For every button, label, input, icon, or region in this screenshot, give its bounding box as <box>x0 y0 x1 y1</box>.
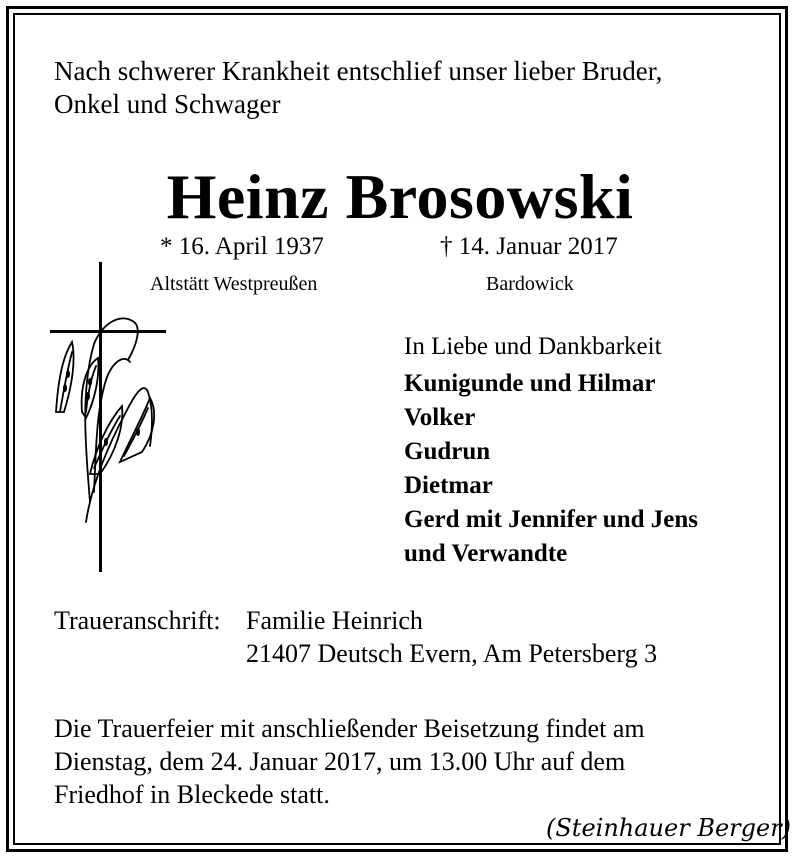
mourners-list <box>404 367 698 571</box>
service-line-3: Friedhof in Bleckede statt. <box>54 780 330 809</box>
intro-line-1: Nach schwerer Krankheit entschlief unser lieber Bruder, <box>54 56 663 86</box>
service-line-2: Dienstag, dem 24. Januar 2017, um 13.00 Uhr auf dem <box>54 747 626 776</box>
service-line-1: Die Trauerfeier mit anschließender Beisetzung findet am <box>54 714 645 743</box>
intro-line-2: Onkel und Schwager <box>54 89 281 119</box>
address-label: Traueranschrift: <box>54 606 221 635</box>
mourner-name: Gerd mit Jennifer und Jens <box>404 506 698 533</box>
mourner-name: und Verwandte <box>404 540 568 567</box>
address-line-2: 21407 Deutsch Evern, Am Petersberg 3 <box>246 639 658 668</box>
death-place: Bardowick <box>486 273 574 295</box>
mourner-name: Volker <box>404 404 476 431</box>
mourner-name: Dietmar <box>404 472 493 499</box>
mourning-phrase: In Liebe und Dankbarkeit <box>404 333 662 360</box>
cross-with-wheat-icon <box>50 262 175 577</box>
mourner-name: Gudrun <box>404 438 491 465</box>
address-line-1: Familie Heinrich <box>246 606 423 635</box>
deceased-name: Heinz Brosowski <box>166 161 634 232</box>
death-date: † 14. Januar 2017 <box>440 233 618 260</box>
stonemason-signature: (Steinhauer Berger) <box>546 814 792 842</box>
mourner-name: Kunigunde und Hilmar <box>404 370 656 397</box>
birth-place: Altstätt Westpreußen <box>150 273 318 295</box>
birth-date: * 16. April 1937 <box>160 233 324 260</box>
intro-text <box>54 55 662 121</box>
service-info <box>54 712 645 811</box>
